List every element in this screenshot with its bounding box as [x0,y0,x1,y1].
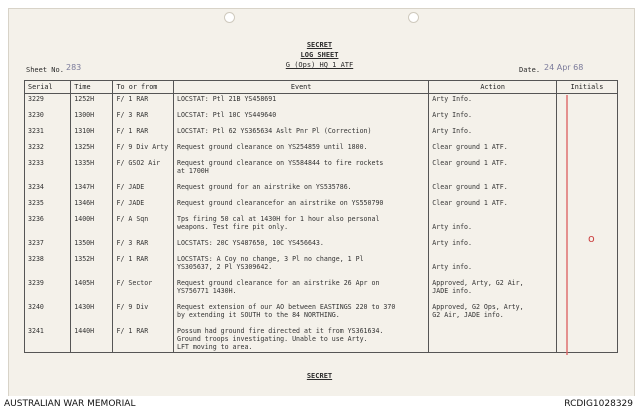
col-initials: Initials [557,81,618,94]
table-row [25,182,618,198]
event-cell [173,198,428,214]
action-line [432,327,553,335]
punch-hole [408,12,419,23]
action-line: Clear ground 1 ATF. [432,199,508,207]
event-line: LOCSTAT: Ptl 21B YS458691 [176,95,277,103]
table-row [25,158,618,182]
action-cell [429,182,557,198]
handwritten-margin-line [566,95,568,355]
event-line: YS305637, 2 Pl YS309642. [176,263,273,271]
event-line: Tps firing 50 cal at 1430H for 1 hour also personal [176,215,380,223]
col-action: Action [429,81,557,94]
serial-cell: 3239 [25,278,71,302]
col-event: Event [173,81,428,94]
action-line: Approved, Arty, G2 Air, [432,279,524,287]
event-line: Request ground clearance on YS584844 to fire rockets [176,159,384,167]
table-row [25,302,618,326]
time-cell: 1252H [71,94,113,111]
from-cell: F/ Sector [113,278,174,302]
action-cell [429,110,557,126]
handwritten-mark: o [588,232,595,245]
time-cell: 1300H [71,110,113,126]
from-cell: F/ A Sqn [113,214,174,238]
log-title: LOG SHEET [300,51,339,59]
col-serial: Serial [25,81,71,94]
col-to-from: To or from [113,81,174,94]
action-line: Clear ground 1 ATF. [432,183,508,191]
action-cell [429,158,557,182]
serial-cell: 3230 [25,110,71,126]
time-cell: 1346H [71,198,113,214]
event-line: weapons. Test fire pit only. [176,223,289,231]
serial-cell: 3229 [25,94,71,111]
time-cell: 1400H [71,214,113,238]
col-time: Time [71,81,113,94]
serial-cell: 3238 [25,254,71,278]
log-table [24,80,618,353]
action-line [432,255,553,263]
event-line: Request ground clearance for an airstrike 26 Apr on [176,279,380,287]
event-cell [173,302,428,326]
action-line: Clear ground 1 ATF. [432,159,508,167]
serial-cell: 3240 [25,302,71,326]
log-date: 24 Apr 68 [544,63,584,72]
event-line: Request extension of our AO between EASTINGS 220 to 370 [176,303,396,311]
time-cell: 1347H [71,182,113,198]
record-id: RCDIG1028329 [564,399,633,409]
time-cell: 1350H [71,238,113,254]
event-line: YS756771 1430H. [176,287,237,295]
table-header-row [25,81,618,94]
table-row [25,198,618,214]
table-row [25,326,618,353]
event-cell [173,238,428,254]
table-row [25,142,618,158]
serial-cell: 3236 [25,214,71,238]
table-row [25,238,618,254]
action-line: JADE info. [432,287,472,295]
time-cell: 1335H [71,158,113,182]
action-line: Clear ground 1 ATF. [432,143,508,151]
table-row [25,278,618,302]
from-cell: F/ 1 RAR [113,326,174,353]
classification-top: SECRET [306,41,333,49]
from-cell: F/ 1 RAR [113,126,174,142]
event-cell [173,126,428,142]
event-cell [173,110,428,126]
table-row [25,214,618,238]
action-cell [429,254,557,278]
action-line: Arty Info. [432,127,472,135]
action-line: Arty Info. [432,95,472,103]
from-cell: F/ 3 RAR [113,238,174,254]
event-line: LFT moving to area. [176,343,253,351]
time-cell: 1352H [71,254,113,278]
event-cell [173,142,428,158]
from-cell: F/ 9 Div [113,302,174,326]
serial-cell: 3237 [25,238,71,254]
action-line: Arty info. [432,263,472,271]
action-cell [429,278,557,302]
from-cell: F/ JADE [113,198,174,214]
serial-cell: 3232 [25,142,71,158]
unit-name: G (Ops) HQ 1 ATF [285,61,354,69]
event-line: by extending it SOUTH to the 84 NORTHING. [176,311,340,319]
action-cell [429,94,557,111]
from-cell: F/ 9 Div Arty [113,142,174,158]
date-label: Date. [519,66,541,74]
time-cell: 1430H [71,302,113,326]
event-cell [173,278,428,302]
sheet-number: 283 [66,63,82,72]
action-line: Arty info. [432,239,472,247]
action-cell [429,126,557,142]
action-cell [429,214,557,238]
action-cell [429,326,557,353]
event-cell [173,158,428,182]
event-cell [173,326,428,353]
serial-cell: 3234 [25,182,71,198]
event-line: LOCSTAT: Ptl 10C YS449640 [176,111,277,119]
action-line: G2 Air, JADE info. [432,311,504,319]
from-cell: F/ 1 RAR [113,254,174,278]
time-cell: 1310H [71,126,113,142]
action-line: Arty Info. [432,111,472,119]
action-line: Approved, G2 Ops, Arty, [432,303,524,311]
table-row [25,254,618,278]
serial-cell: 3231 [25,126,71,142]
event-line: Request ground clearance on YS254859 until 1800. [176,143,368,151]
event-cell [173,94,428,111]
time-cell: 1405H [71,278,113,302]
punch-hole [224,12,235,23]
event-line: Possum had ground fire directed at it from YS361634. [176,327,384,335]
table-row [25,110,618,126]
action-cell [429,142,557,158]
from-cell: F/ JADE [113,182,174,198]
event-line: LOCSTATS: A Coy no change, 3 Pl no change, 1 Pl [176,255,364,263]
event-cell [173,254,428,278]
event-line: Request ground for an airstrike on YS535786. [176,183,352,191]
event-line: LOCSTATS: 20C YS487650, 10C YS456643. [176,239,324,247]
action-line [432,215,553,223]
serial-cell: 3241 [25,326,71,353]
table-row [25,94,618,111]
event-line: LOCSTAT: Ptl 62 YS365634 Aslt Pnr Pl (Correction) [176,127,372,135]
time-cell: 1440H [71,326,113,353]
archive-name: AUSTRALIAN WAR MEMORIAL [4,399,136,409]
sheet-label: Sheet No. [26,66,64,74]
event-cell [173,182,428,198]
from-cell: F/ 3 RAR [113,110,174,126]
table-row [25,126,618,142]
event-line: at 1700H [176,167,209,175]
serial-cell: 3233 [25,158,71,182]
from-cell: F/ 1 RAR [113,94,174,111]
event-line: Request ground clearancefor an airstrike on YS550790 [176,199,384,207]
action-cell [429,302,557,326]
event-line: Ground troops investigating. Unable to use Arty. [176,335,368,343]
time-cell: 1325H [71,142,113,158]
action-line: Arty info. [432,223,472,231]
classification-bottom: SECRET [306,372,333,380]
from-cell: F/ GSO2 Air [113,158,174,182]
action-cell [429,238,557,254]
serial-cell: 3235 [25,198,71,214]
action-cell [429,198,557,214]
event-cell [173,214,428,238]
